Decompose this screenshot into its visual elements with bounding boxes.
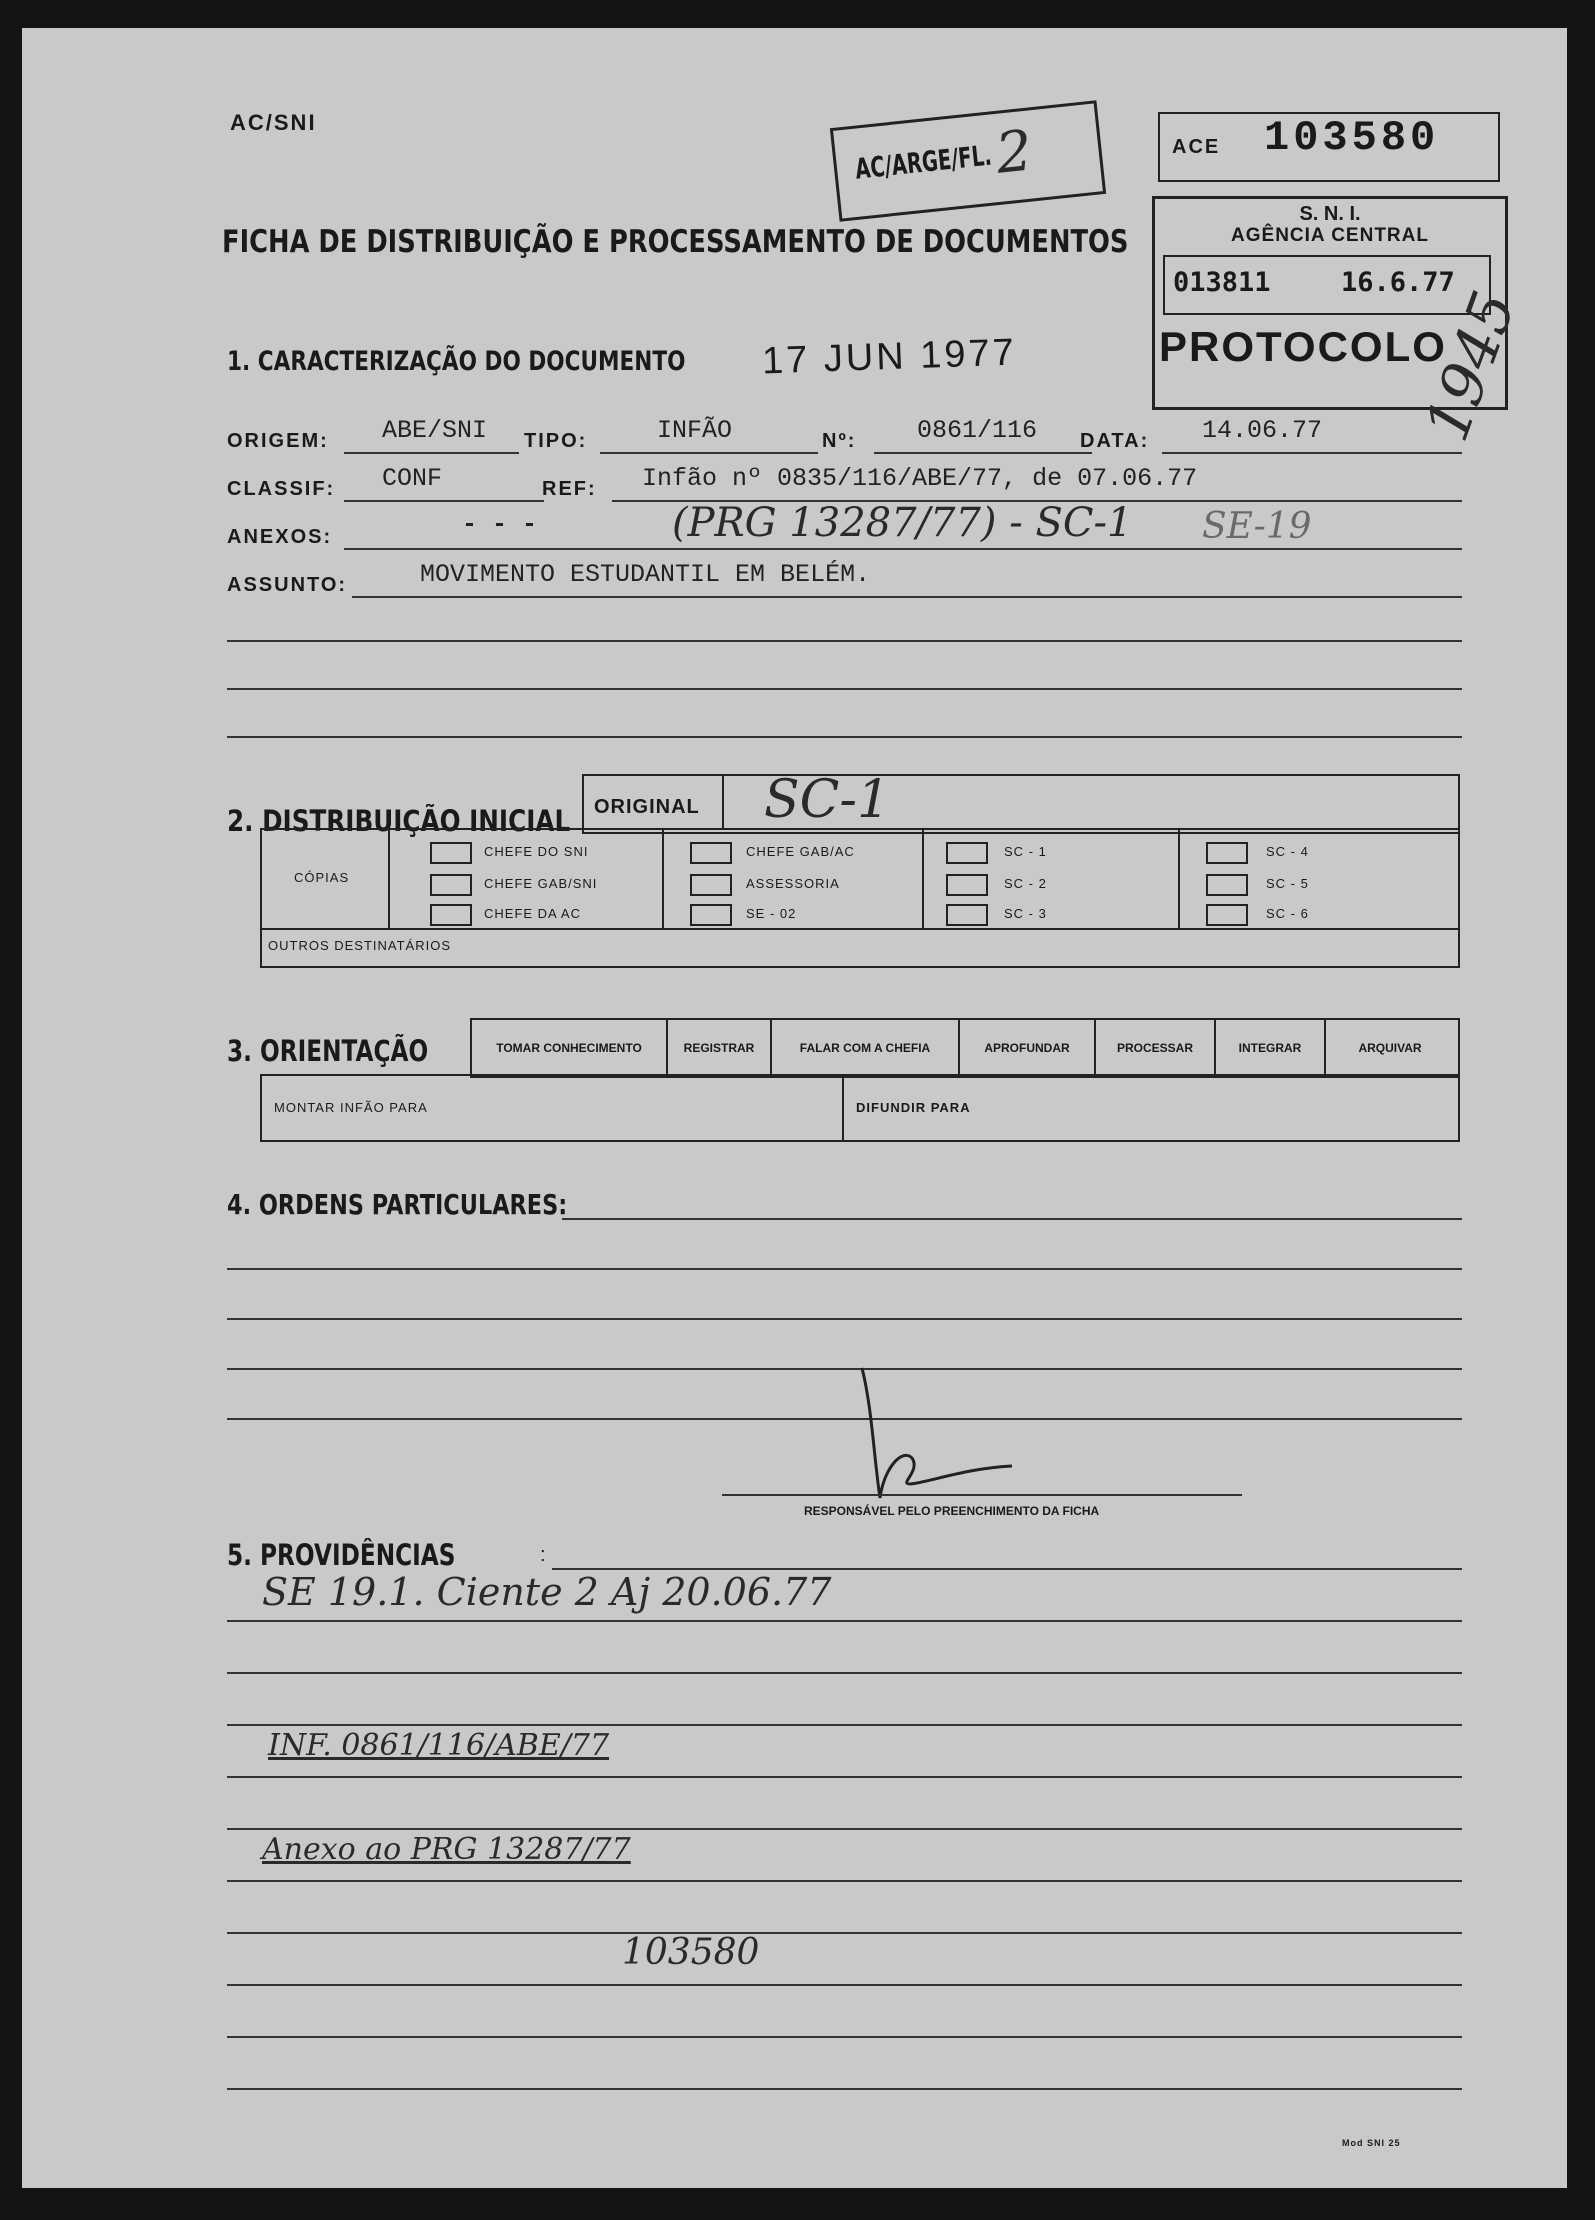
origem-label: ORIGEM: — [227, 430, 329, 452]
option-label: SC - 1 — [1004, 844, 1047, 859]
action-tomar-conhecimento[interactable]: TOMAR CONHECIMENTO — [472, 1020, 668, 1076]
section3-heading: 3. ORIENTAÇÃO — [227, 1034, 429, 1068]
action-aprofundar[interactable]: APROFUNDAR — [960, 1020, 1096, 1076]
ace-number: 103580 — [1264, 114, 1440, 162]
action-falar-com-a-chefia[interactable]: FALAR COM A CHEFIA — [772, 1020, 960, 1076]
fl-stamp-label: AC/ARGE/FL. — [853, 138, 994, 186]
anexos-value: - - - — [462, 510, 538, 539]
action-arquivar[interactable]: ARQUIVAR — [1358, 1041, 1422, 1055]
option-label: CHEFE GAB/SNI — [484, 876, 598, 891]
protocol-agency-acronym: S. N. I. — [1299, 203, 1361, 225]
anexos-label: ANEXOS: — [227, 526, 333, 548]
assunto-value: MOVIMENTO ESTUDANTIL EM BELÉM. — [420, 560, 871, 589]
margin-note: 1945 — [1412, 282, 1531, 450]
receipt-date-stamp: 17 JUN 1977 — [761, 331, 1018, 383]
option-label: SC - 2 — [1004, 876, 1047, 891]
protocol-number: 013811 — [1173, 267, 1271, 298]
ace-label: ACE — [1172, 136, 1221, 158]
checkbox-chefe-do-sni[interactable] — [430, 842, 472, 864]
option-label: ASSESSORIA — [746, 876, 840, 891]
option-label: SE - 02 — [746, 906, 797, 921]
section4-heading: 4. ORDENS PARTICULARES: — [227, 1188, 568, 1221]
checkbox-sc-5[interactable] — [1206, 874, 1248, 896]
difundir-label: DIFUNDIR PARA — [856, 1100, 971, 1115]
option-label: CHEFE DO SNI — [484, 844, 589, 859]
document-sheet: AC/SNI FICHA DE DISTRIBUIÇÃO E PROCESSAMENTO DE DOCUMENTOS ACE 103580 AC/ARGE/FL. 2 S. N. I. AGÊNCIA CENTRAL 013811 16.6.77 PROTOCOLO 1. CARACTERIZAÇÃO DO DOCUMENTO 17 JUN 1977 ORIGEM: ABE/SNI TIPO: INFÃO Nº: 0861/116 DATA: 14.06.77 CLASSIF: CONF REF: Infão nº 0835/116/ABE/77, de 07.06.77 1945 ANEXOS: - - - (PRG 13287/77) - SC-1 SE-19 ASSUNTO: MOVIMENTO ESTUDANTIL EM BELÉM. 2. DISTRIBUIÇÃO INICIAL ORIGINAL SC-1 CÓPIAS CHEFE DO SNI CHEFE GAB/SNI CHEFE DA AC CHEFE GAB/AC ASSESSORIA SE - 02 SC - 1 SC - 2 SC - 3 SC - 4 SC - 5 SC - 6 OUTROS DESTINATÁRIOS 3. ORIENTAÇÃO TOMAR CONHECIMENTO REGISTRAR FALAR COM A CHEFIA APROFUNDAR PROCESSAR INTEGRAR ARQUIVAR MONTAR INFÃO PARA DIFUNDIR PARA 4. ORDENS PARTICULARES: RESPONSÁVEL PELO PREENCHIMENTO DA FICHA 5. PROVIDÊNCIAS : SE 19.1. Ciente 2 Aj 20.06.77 INF. 0861/116/ABE/77 Anexo ao PRG 13287/77 103580 Mod SNI 25 — [22, 28, 1567, 2188]
anexos-faint-note: SE-19 — [1202, 506, 1312, 547]
ace-box — [1158, 112, 1500, 182]
section2-heading: 2. DISTRIBUIÇÃO INICIAL — [227, 804, 571, 838]
tipo-label: TIPO: — [524, 430, 588, 452]
tipo-value: INFÃO — [657, 416, 733, 445]
assunto-label: ASSUNTO: — [227, 574, 348, 596]
distribution-grid — [260, 828, 1460, 968]
section1-heading: 1. CARACTERIZAÇÃO DO DOCUMENTO — [227, 346, 686, 377]
checkbox-sc-2[interactable] — [946, 874, 988, 896]
checkbox-chefe-da-ac[interactable] — [430, 904, 472, 926]
copias-label: CÓPIAS — [294, 870, 350, 885]
original-label: ORIGINAL — [594, 796, 700, 818]
original-box — [582, 770, 1460, 834]
checkbox-sc-3[interactable] — [946, 904, 988, 926]
checkbox-sc-1[interactable] — [946, 842, 988, 864]
anexos-handwritten-note: (PRG 13287/77) - SC-1 — [672, 500, 1133, 546]
numero-label: Nº: — [822, 430, 857, 452]
fl-stamp-number: 2 — [993, 118, 1036, 187]
providencias-note-3: Anexo ao PRG 13287/77 — [262, 1832, 631, 1867]
classif-value: CONF — [382, 464, 443, 493]
action-integrar[interactable]: INTEGRAR — [1216, 1020, 1326, 1076]
ref-value: Infão nº 0835/116/ABE/77, de 07.06.77 — [642, 464, 1198, 493]
orientation-targets — [260, 1074, 1460, 1142]
option-label: SC - 3 — [1004, 906, 1047, 921]
agency-label: AC/SNI — [230, 110, 317, 135]
option-label: CHEFE GAB/AC — [746, 844, 855, 859]
protocol-date: 16.6.77 — [1341, 267, 1455, 298]
providencias-note-1: SE 19.1. Ciente 2 Aj 20.06.77 — [262, 1570, 832, 1614]
protocol-agency-name: AGÊNCIA CENTRAL — [1231, 225, 1429, 246]
form-code: Mod SNI 25 — [1342, 2138, 1401, 2148]
numero-value: 0861/116 — [917, 416, 1038, 445]
option-label: CHEFE DA AC — [484, 906, 581, 921]
signature — [822, 1348, 1042, 1518]
option-label: SC - 4 — [1266, 844, 1309, 859]
protocol-number-box — [1163, 255, 1491, 315]
option-label: SC - 6 — [1266, 906, 1309, 921]
form-title: FICHA DE DISTRIBUIÇÃO E PROCESSAMENTO DE DOCUMENTOS — [222, 224, 1129, 260]
ref-label: REF: — [542, 478, 597, 500]
section5-heading: 5. PROVIDÊNCIAS — [227, 1538, 456, 1572]
action-processar[interactable]: PROCESSAR — [1096, 1020, 1216, 1076]
protocol-label: PROTOCOLO — [1159, 323, 1447, 370]
option-label: SC - 5 — [1266, 876, 1309, 891]
checkbox-chefe-gab-ac[interactable] — [690, 842, 732, 864]
checkbox-sc-4[interactable] — [1206, 842, 1248, 864]
origem-value: ABE/SNI — [382, 416, 488, 445]
original-label-cell — [584, 776, 724, 830]
checkbox-assessoria[interactable] — [690, 874, 732, 896]
data-value: 14.06.77 — [1202, 416, 1323, 445]
checkbox-chefe-gab-sni[interactable] — [430, 874, 472, 896]
outros-destinatarios-label: OUTROS DESTINATÁRIOS — [268, 938, 451, 953]
providencias-note-4: 103580 — [622, 1932, 760, 1973]
montar-infao-label: MONTAR INFÃO PARA — [274, 1100, 428, 1115]
action-registrar[interactable]: REGISTRAR — [668, 1020, 772, 1076]
original-handwritten: SC-1 — [764, 770, 891, 830]
checkbox-se-02[interactable] — [690, 904, 732, 926]
fl-stamp — [830, 100, 1106, 221]
data-label: DATA: — [1080, 430, 1150, 452]
classif-label: CLASSIF: — [227, 478, 336, 500]
responsavel-label: RESPONSÁVEL PELO PREENCHIMENTO DA FICHA — [804, 1504, 1100, 1518]
providencias-note-2: INF. 0861/116/ABE/77 — [268, 1728, 610, 1763]
checkbox-sc-6[interactable] — [1206, 904, 1248, 926]
orientation-actions — [470, 1018, 1460, 1078]
